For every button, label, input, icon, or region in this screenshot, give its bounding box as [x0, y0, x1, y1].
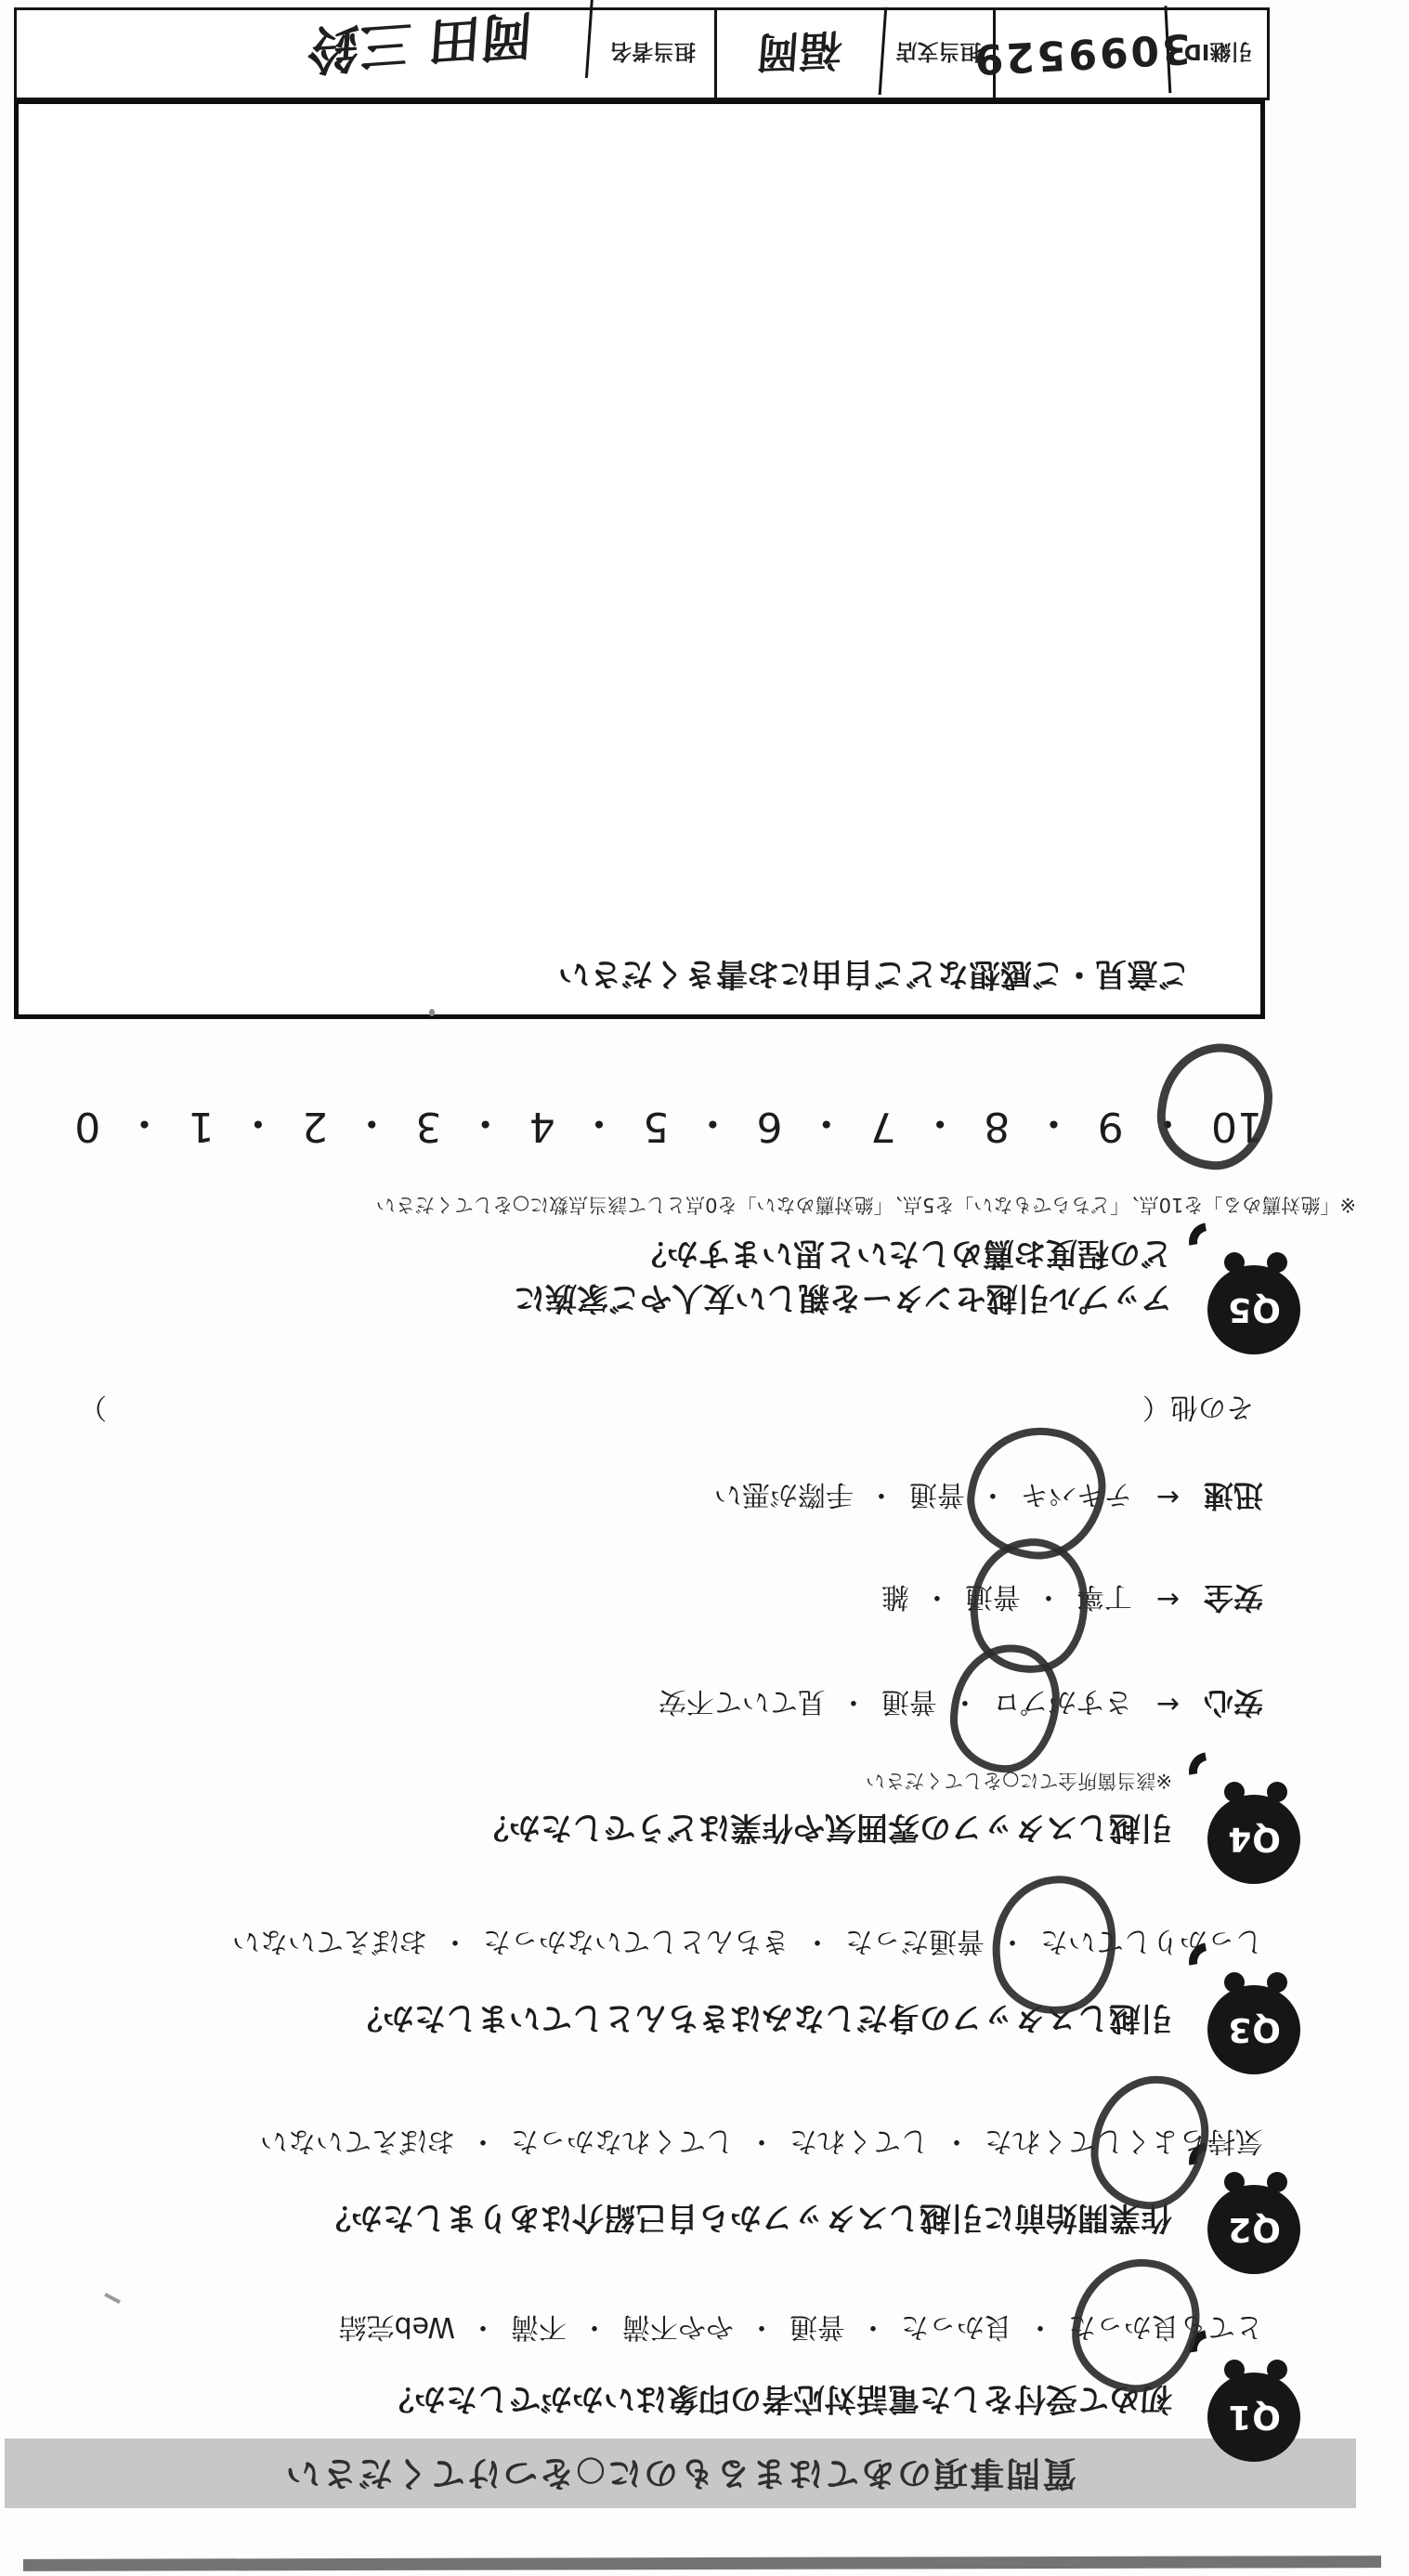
option: 手際が悪い [713, 1478, 854, 1510]
option-separator: ・ [998, 1925, 1026, 1957]
option-separator: ・ [950, 1685, 979, 1718]
option: おぼえていない [260, 2125, 455, 2157]
header-table [14, 3, 1270, 100]
q1-icon [1207, 2343, 1300, 2462]
row-label: 安心 [1203, 1685, 1263, 1720]
option-separator: ・ [1146, 1099, 1188, 1146]
option: 普通だった [845, 1925, 985, 1957]
q5-number: Q5 [1227, 1290, 1281, 1329]
speech-bubble-icon [1207, 1265, 1300, 1354]
option-separator: ・ [867, 1478, 895, 1510]
q5-question-line1: アップル引越センターを親しい友人やご家族に [514, 1279, 1172, 1316]
option-separator: ・ [839, 1685, 868, 1718]
ink-circle-q2 [1085, 2069, 1216, 2216]
option: 丁寧 [1076, 1580, 1132, 1613]
option-separator: ・ [859, 2310, 887, 2343]
option-separator: ・ [803, 1925, 831, 1957]
option: 5 [643, 1103, 670, 1151]
row-options [659, 1684, 1132, 1725]
q3-icon [1207, 1955, 1300, 2074]
option-separator: ・ [692, 1099, 734, 1146]
option-separator: ・ [1026, 2310, 1054, 2343]
mascot-foot-icon [1267, 1782, 1287, 1802]
option: 1 [188, 1103, 215, 1151]
option: おぼえていない [232, 1925, 427, 1957]
option: 見ていて不安 [658, 1685, 826, 1718]
option: 10 [1211, 1103, 1263, 1151]
option-separator: ・ [1034, 1580, 1063, 1613]
q4-other-line [79, 1390, 1254, 1431]
q4-note: ※該当箇所全てに○をしてください [866, 1770, 1172, 1792]
q5-icon [1207, 1236, 1300, 1354]
option: してくれなかった [511, 2125, 734, 2157]
speech-bubble-icon [1207, 2373, 1300, 2462]
option-separator: ・ [920, 1099, 961, 1146]
option: しっかりしていた [1040, 1925, 1263, 1957]
option-separator: ・ [578, 1099, 620, 1146]
option: Web完結 [338, 2310, 455, 2343]
branch-label: 担当支店 [884, 10, 996, 98]
title-banner-text: 質問事項のあてはまるものに○をつけてください [283, 2453, 1077, 2493]
handover-id-value-handwritten: 3099529 [994, 6, 1172, 102]
q2-number: Q2 [1227, 2210, 1281, 2249]
option: やや不満 [622, 2310, 734, 2343]
option-separator: ・ [469, 2310, 497, 2343]
option-separator: ・ [748, 2310, 776, 2343]
option: テキパキ [1020, 1478, 1132, 1510]
mascot-foot-icon [1267, 1252, 1287, 1273]
branch-value-handwritten: 福岡 [714, 7, 887, 101]
option-separator: ・ [1033, 1099, 1075, 1146]
option-separator: ・ [469, 2125, 497, 2157]
option: きちんとしていなかった [483, 1925, 789, 1957]
q4-question: 引越しスタッフの雰囲気や作業はどうでしたか？ [477, 1809, 1172, 1846]
title-banner [5, 2439, 1356, 2508]
q5-note: ※「絶対薦める」を10点、「どちらでもない」を5点、「絶対薦めない」を0点として該当点数に○をしてください [375, 1194, 1356, 1216]
mascot-foot-icon [1224, 2172, 1245, 2192]
handover-id-label: 引継ID [1183, 39, 1253, 64]
option: 4 [528, 1103, 555, 1151]
option: 2 [302, 1103, 328, 1151]
speech-bubble-icon [1207, 2185, 1300, 2274]
row-label: 迅速 [1203, 1478, 1263, 1513]
mascot-foot-icon [1267, 1972, 1287, 1993]
option-separator: ・ [922, 1580, 951, 1613]
option: 6 [756, 1103, 783, 1151]
mascot-foot-icon [1224, 2360, 1245, 2380]
option-separator: ・ [978, 1478, 1007, 1510]
comment-box [14, 99, 1265, 1019]
option-separator: ・ [464, 1099, 506, 1146]
q5-question-line2: どの程度お薦めしたいと思いますか？ [635, 1235, 1172, 1272]
option: 普通 [881, 1685, 937, 1718]
left-arrow-icon: ← [1155, 1583, 1180, 1616]
ink-circle-q4-jinsoku [959, 1416, 1115, 1569]
mascot-foot-icon [1224, 1782, 1245, 1802]
option: さすがプロ [992, 1685, 1132, 1718]
option-separator: ・ [237, 1099, 279, 1146]
option-separator: ・ [805, 1099, 847, 1146]
scan-speck [429, 1009, 435, 1016]
option: 3 [415, 1103, 442, 1151]
option: してくれた [789, 2125, 929, 2157]
mascot-foot-icon [1224, 1972, 1245, 1993]
option-separator: ・ [581, 2310, 608, 2343]
speech-bubble-icon [1207, 1985, 1300, 2074]
option: 雑 [881, 1580, 909, 1613]
speech-bubble-icon [1207, 1795, 1300, 1884]
comment-box-heading: ご意見・ご感想などご自由にお書きください [558, 955, 1190, 992]
q3-question: 引越しスタッフの身だしなみはきちんとしていましたか？ [351, 1999, 1172, 2036]
q4-icon [1207, 1765, 1300, 1884]
option: 良かった [901, 2310, 1012, 2343]
q3-number: Q3 [1227, 2010, 1281, 2049]
option-separator: ・ [943, 2125, 971, 2157]
option: 普通 [908, 1478, 965, 1510]
option: とても良かった [1068, 2310, 1263, 2343]
row-label: 安全 [1203, 1580, 1263, 1615]
q4-number: Q4 [1227, 1820, 1281, 1859]
agent-name-label: 担当者名 [592, 10, 717, 98]
option-separator: ・ [351, 1099, 393, 1146]
q1-number: Q1 [1227, 2398, 1281, 2437]
option: 不満 [511, 2310, 567, 2343]
option-separator: ・ [441, 1925, 469, 1957]
mascot-foot-icon [1267, 2360, 1287, 2380]
mascot-foot-icon [1224, 1252, 1245, 1273]
left-arrow-icon: ← [1155, 1688, 1180, 1721]
option: 9 [1097, 1103, 1124, 1151]
option-separator: ・ [748, 2125, 776, 2157]
left-arrow-icon: ← [1155, 1481, 1180, 1514]
q2-icon [1207, 2155, 1300, 2274]
option: 気持ちよくしてくれた [985, 2125, 1263, 2157]
option: 0 [74, 1103, 101, 1151]
mascot-foot-icon [1267, 2172, 1287, 2192]
q5-scale [74, 1097, 1263, 1157]
other-label: その他（ [1142, 1391, 1254, 1423]
option: 7 [869, 1103, 896, 1151]
other-close-paren: ） [79, 1391, 107, 1423]
q1-question: 初めて受付をした電話対応者の印象はいかがでしたか？ [383, 2380, 1172, 2417]
agent-name-value-handwritten: 岡田 三鈴 [14, 0, 594, 118]
option: 普通 [789, 2310, 845, 2343]
option-separator: ・ [124, 1099, 165, 1146]
q2-question: 作業開始前に引越しスタッフから自己紹介はありましたか？ [320, 2199, 1172, 2236]
option: 普通 [964, 1580, 1021, 1613]
option: 8 [984, 1103, 1011, 1151]
